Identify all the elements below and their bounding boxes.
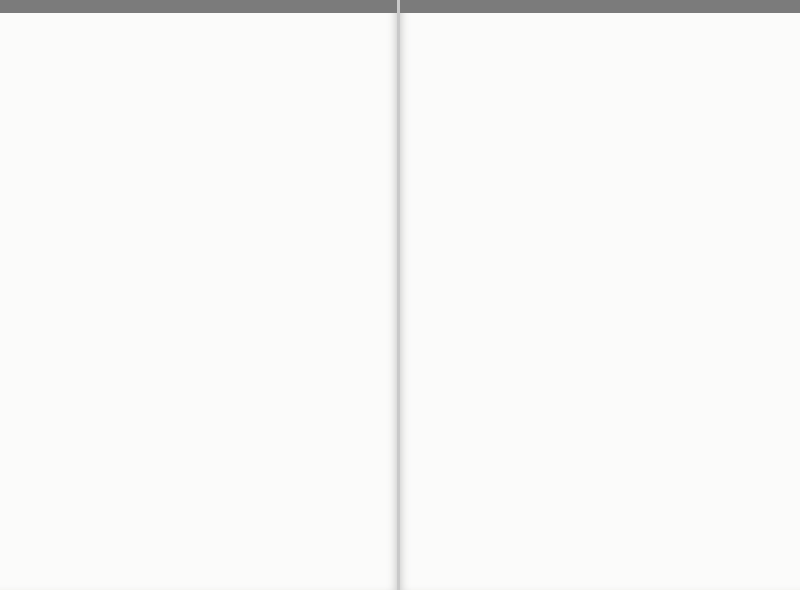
right-page: [400, 0, 800, 590]
running-header-left: [0, 0, 397, 13]
running-header-right: [400, 0, 800, 13]
right-page-content: [400, 13, 800, 25]
left-page: [0, 0, 397, 590]
left-page-content: [0, 13, 397, 20]
